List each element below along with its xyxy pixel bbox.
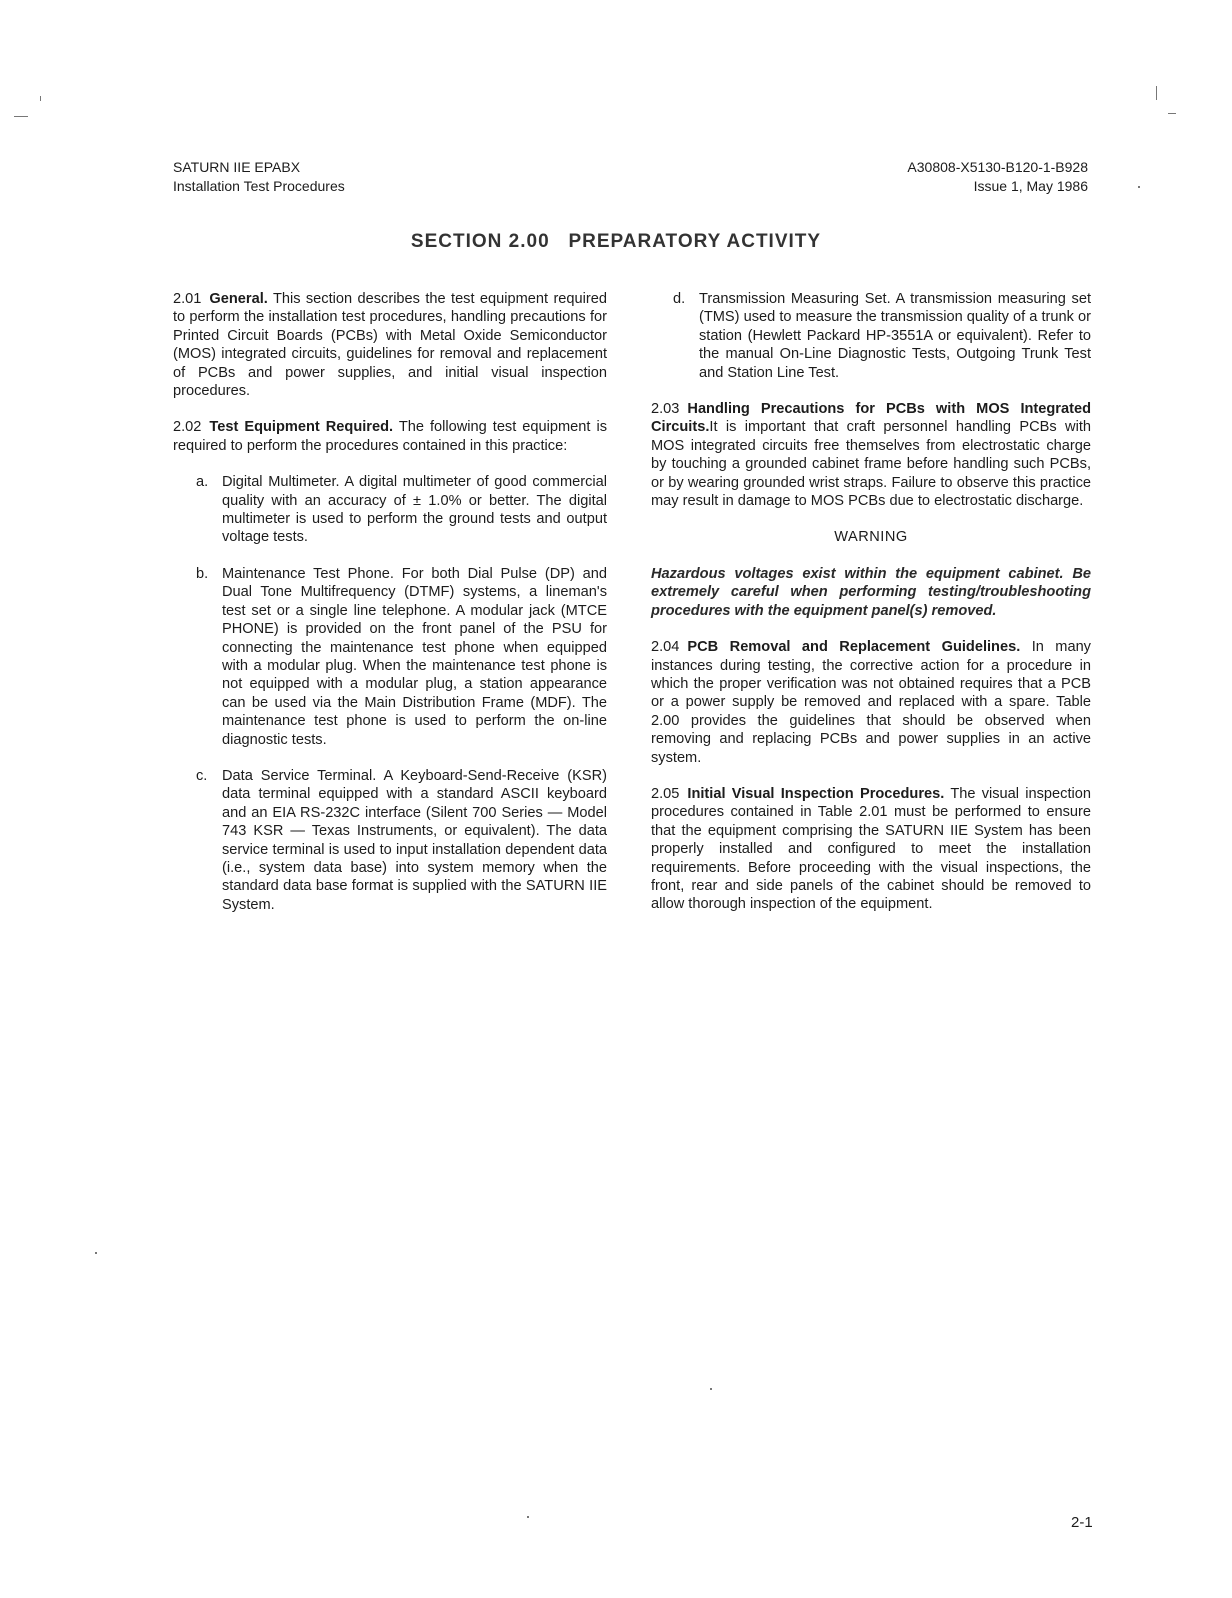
list-item-c	[173, 767, 607, 914]
section-heading: Handling Precautions for PCBs with MOS Integrated Circuits.	[651, 401, 1091, 436]
scan-mark	[710, 1388, 712, 1390]
doc-subtitle: Installation Test Procedures	[173, 178, 345, 194]
section-text: The following test equipment is required to perform the procedures contained in this practice:	[173, 419, 607, 454]
list-item-d	[651, 290, 1091, 382]
section-text: The visual inspection procedures contained in Table 2.01 must be performed to ensure that the equipment comprising the SATURN IIE System has been properly installed and configured to meet the installation requirements. Before proceeding with the visual inspections, the front, rear and side panels of the cabinet should be removed to allow thorough inspection of the equipment.	[651, 785, 1091, 913]
list-marker: b.	[196, 565, 209, 582]
list-text: Digital Multimeter. A digital multimeter of good commercial quality with an accuracy of ± 1.0% or better. The digital multimeter is used to perform the ground tests and output voltage tests.	[222, 474, 607, 546]
list-marker: d.	[673, 291, 686, 307]
header-left	[173, 158, 345, 196]
scan-mark	[1156, 86, 1157, 100]
list-marker: c.	[196, 767, 208, 784]
list-item-a	[173, 473, 607, 547]
doc-number: A30808-X5130-B120-1-B928	[907, 159, 1088, 175]
paragraph-2-01	[173, 290, 607, 400]
scan-mark	[1168, 113, 1176, 114]
section-title: SECTION 2.00 PREPARATORY ACTIVITY	[410, 231, 822, 252]
header-right	[907, 158, 1088, 196]
list-text: Data Service Terminal. A Keyboard-Send-Receive (KSR) data terminal equipped with a standard ASCII keyboard and an EIA RS-232C interface (Silent 700 Series — Model 743 KSR — Texas Instruments, or equivalent). The data service terminal is used to input installation dependent data (i.e., system data base) into system memory when the standard data base format is supplied with the SATURN IIE System.	[222, 767, 607, 913]
section-number: 2.04	[651, 639, 680, 656]
section-number: 2.01	[173, 291, 202, 307]
list-item-b	[173, 565, 607, 749]
section-heading: Test Equipment Required.	[209, 419, 394, 436]
doc-product: SATURN IIE EPABX	[173, 159, 301, 175]
warning-text: Hazardous voltages exist within the equipment cabinet. Be extremely careful when performing testing/troubleshooting procedures with the equipment panel(s) removed.	[651, 565, 1091, 619]
paragraph-2-03	[651, 400, 1091, 510]
page-number: 2-1	[1071, 1514, 1093, 1531]
scan-mark	[527, 1516, 529, 1518]
list-text: Maintenance Test Phone. For both Dial Pulse (DP) and Dual Tone Multifrequency (DTMF) systems, a lineman's test set or a single line telephone. A modular jack (MTCE PHONE) is provided on the front panel of the PSU for connecting the maintenance test phone when equipped with a modular plug. When the maintenance test phone is not equipped with a modular plug, a station appearance can be used via the Main Distribution Frame (MDF). The maintenance test phone is used to perform the on-line diagnostic tests.	[222, 565, 607, 748]
section-number: 2.02	[173, 419, 202, 436]
paragraph-2-05	[651, 785, 1091, 914]
section-heading: PCB Removal and Replacement Guidelines.	[687, 639, 1021, 656]
section-text: This section describes the test equipment required to perform the installation test procedures, handling precautions for Printed Circuit Boards (PCBs) with Metal Oxide Semiconductor (MOS) integrated circuits, guidelines for removal and replacement of PCBs and power supplies, and initial visual inspection procedures.	[173, 291, 607, 400]
doc-issue: Issue 1, May 1986	[973, 178, 1088, 194]
section-heading: Initial Visual Inspection Procedures.	[687, 785, 945, 802]
right-column	[651, 290, 1091, 932]
scan-mark	[14, 116, 28, 117]
section-number: 2.05	[651, 785, 680, 802]
list-text: Transmission Measuring Set. A transmission measuring set (TMS) used to measure the transmission quality of a trunk or station (Hewlett Packard HP-3551A or equivalent). Refer to the manual On-Line Diagnostic Tests, Outgoing Trunk Test and Station Line Test.	[699, 291, 1091, 381]
section-number: 2.03	[651, 401, 680, 418]
scan-mark	[95, 1252, 97, 1254]
paragraph-2-02	[173, 418, 607, 455]
scan-mark	[1138, 186, 1140, 188]
warning-heading: WARNING	[834, 529, 908, 546]
section-text: It is important that craft personnel handling PCBs with MOS integrated circuits free themselves from electrostatic charge by touching a grounded cabinet frame before handling such PCBs, or by wearing grounded wrist straps. Failure to observe this practice may result in damage to MOS PCBs due to electrostatic discharge.	[651, 419, 1091, 510]
left-column	[173, 290, 607, 932]
section-heading: General.	[209, 291, 268, 307]
section-text: In many instances during testing, the corrective action for a procedure in which the proper verification was not obtained requires that a PCB or a power supply be removed and replaced with a spare. Table 2.00 provides the guidelines that should be observed when removing and replacing PCBs and power supplies in an active system.	[651, 639, 1091, 766]
scan-mark	[40, 96, 41, 101]
paragraph-2-04	[651, 638, 1091, 767]
list-marker: a.	[196, 474, 209, 491]
